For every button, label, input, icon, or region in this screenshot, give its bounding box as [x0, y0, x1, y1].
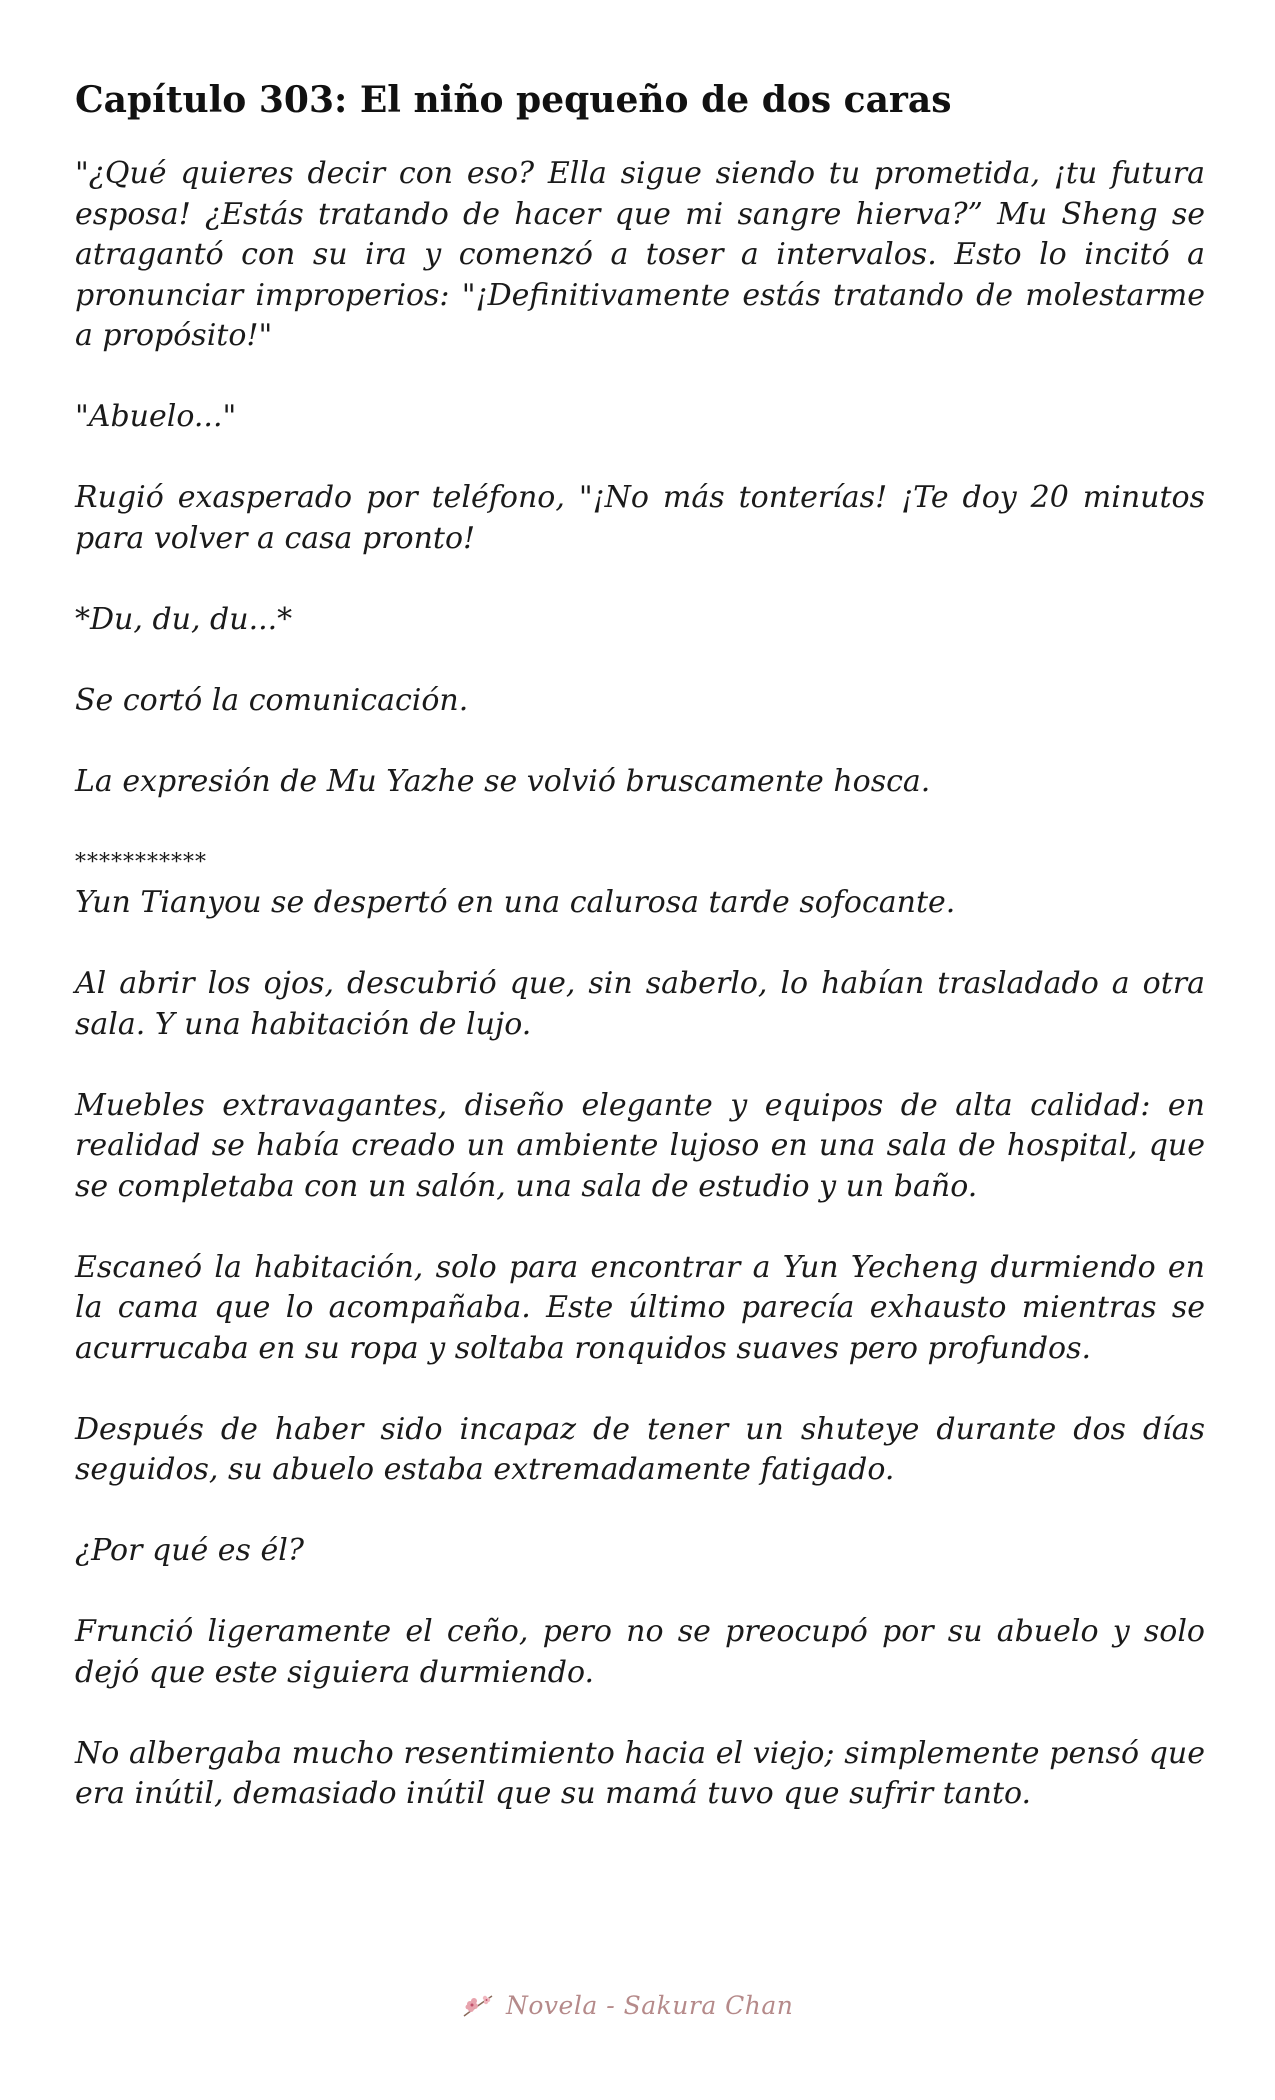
paragraph: La expresión de Mu Yazhe se volvió bruscamente hosca.	[75, 763, 931, 799]
chapter-title: Capítulo 303: El niño pequeño de dos caras	[75, 79, 952, 121]
scene-separator: ***********	[75, 849, 207, 875]
cherry-blossom-icon	[460, 1990, 496, 2020]
paragraph: Rugió exasperado por teléfono, "¡No más tonterías! ¡Te doy 20 minutos para volver a casa pronto!	[75, 480, 1205, 556]
paragraph: "¿Qué quieres decir con eso? Ella sigue siendo tu prometida, ¡tu futura esposa! ¿Estás tratando de hacer que mi sangre hierva?” Mu Sheng se atragantó con su ira y comenzó a toser a intervalos. Esto lo incitó a pronunciar improperios: "¡Definitivamente estás tratando de molestarme a propósito!"	[75, 156, 1205, 353]
paragraph: ¿Por qué es él?	[75, 1533, 304, 1568]
watermark	[460, 1990, 793, 2020]
paragraph: Después de haber sido incapaz de tener un shuteye durante dos días seguidos, su abuelo estaba extremadamente fatigado.	[75, 1411, 1205, 1487]
paragraph: No albergaba mucho resentimiento hacia el viejo; simplemente pensó que era inútil, demasiado inútil que su mamá tuvo que sufrir tanto.	[75, 1735, 1205, 1811]
paragraph: Frunció ligeramente el ceño, pero no se preocupó por su abuelo y solo dejó que este siguiera durmiendo.	[75, 1614, 1205, 1690]
paragraph: Yun Tianyou se despertó en una calurosa tarde sofocante.	[75, 885, 956, 920]
paragraph: *Du, du, du...*	[75, 601, 293, 637]
paragraph: Al abrir los ojos, descubrió que, sin saberlo, lo habían trasladado a otra sala. Y una habitación de lujo.	[75, 966, 1205, 1042]
document-page	[75, 72, 1205, 1815]
paragraph: Se cortó la comunicación.	[75, 682, 469, 718]
paragraph: Muebles extravagantes, diseño elegante y equipos de alta calidad: en realidad se había creado un ambiente lujoso en una sala de hospital, que se completaba con un salón, una sala de estudio y un baño.	[75, 1087, 1205, 1204]
paragraph: Escaneó la habitación, solo para encontrar a Yun Yecheng durmiendo en la cama que lo acompañaba. Este último parecía exhausto mientras se acurrucaba en su ropa y soltaba ronquidos suaves pero profundos.	[75, 1249, 1205, 1366]
watermark-text: Novela - Sakura Chan	[506, 1990, 794, 2020]
paragraph: "Abuelo..."	[75, 399, 237, 434]
